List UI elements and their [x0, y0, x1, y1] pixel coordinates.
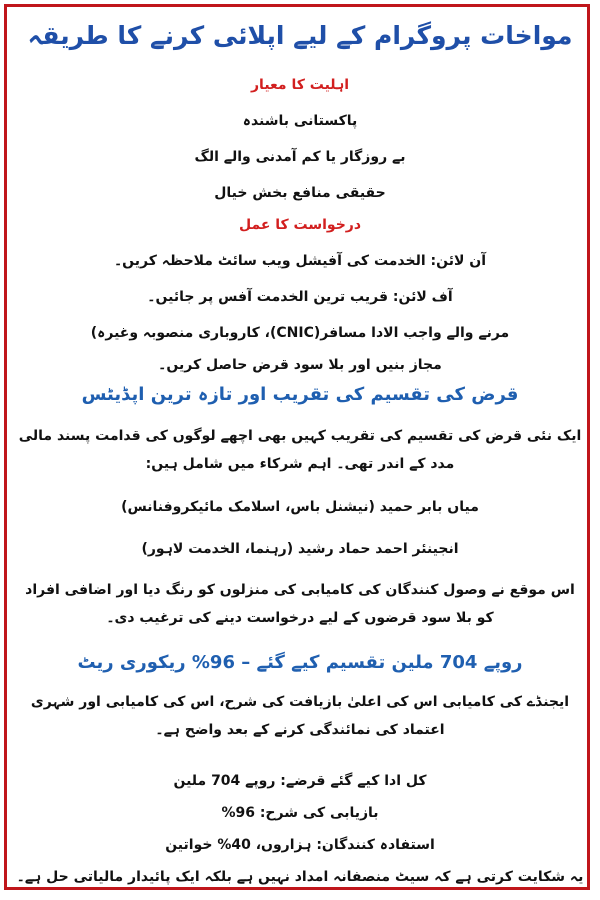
eligibility-item: بے روزگار یا کم آمدنی والے الگ: [194, 149, 406, 165]
procedure-item: آف لائن: قریب ترین الخدمت آفس پر جائیں۔: [147, 289, 453, 305]
procedure-item: مرنے والے واجب الادا مسافر(CNIC)، کاروباری منصوبہ وغیرہ): [90, 325, 510, 341]
procedure-heading: درخواست کا عمل: [238, 217, 362, 233]
document: [10, 10, 590, 890]
updates-intro: ایک نئی قرض کی تقسیم کی تقریب کہیں بھی اچھے لوگوں کی قدامت پسند مالی مدد کے اندر تھی۔ اہم شرکاء میں شامل ہیں:: [18, 428, 582, 472]
page-title: مواخات پروگرام کے لیے اپلائی کرنے کا طریقہ: [27, 21, 573, 50]
updates-outro: اس موقع نے وصول کنندگان کی کامیابی کی منزلوں کو رنگ دیا اور اضافی افراد کو بلا سود قرضوں کے لیے درخواست دینے کی ترغیب دی۔: [25, 582, 575, 626]
procedure-item: آن لائن: الخدمت کی آفیشل ویب سائٹ ملاحظہ کریں۔: [113, 253, 487, 269]
participant-item: میاں بابر حمید (نیشنل باس، اسلامک مائیکروفنانس): [121, 499, 479, 515]
updates-heading: قرض کی تقسیم کی تقریب اور تازہ ترین اپڈیٹس: [81, 384, 519, 405]
eligibility-heading: اہلیت کا معیار: [251, 77, 349, 93]
stats-intro: ایجنڈے کی کامیابی اس کی اعلیٰ بازیافت کی شرح، اس کی کامیابی اور شہری اعتماد کی نمائندگی کرنے کے بعد واضح ہے۔: [30, 694, 570, 738]
stats-item: استفادہ کنندگان: ہزاروں، 40% خواتین: [165, 837, 435, 853]
stats-item: کل ادا کیے گئے قرضے: روپے 704 ملین: [173, 773, 427, 789]
eligibility-item: حقیقی منافع بخش خیال: [214, 185, 386, 201]
procedure-item: مجاز بنیں اور بلا سود قرض حاصل کریں۔: [158, 357, 442, 373]
eligibility-item: پاکستانی باشندہ: [242, 113, 358, 129]
stats-item: بازیابی کی شرح: 96%: [221, 805, 379, 821]
closing-text: یہ شکایت کرتی ہے کہ سیٹ منصفانہ امداد نہیں ہے بلکہ ایک پائیدار مالیاتی حل ہے۔: [16, 869, 584, 885]
participant-item: انجینئر احمد حماد رشید (رہنما، الخدمت لاہور): [141, 541, 459, 557]
stats-heading: روپے 704 ملین تقسیم کیے گئے – 96% ریکوری ریٹ: [77, 652, 523, 673]
